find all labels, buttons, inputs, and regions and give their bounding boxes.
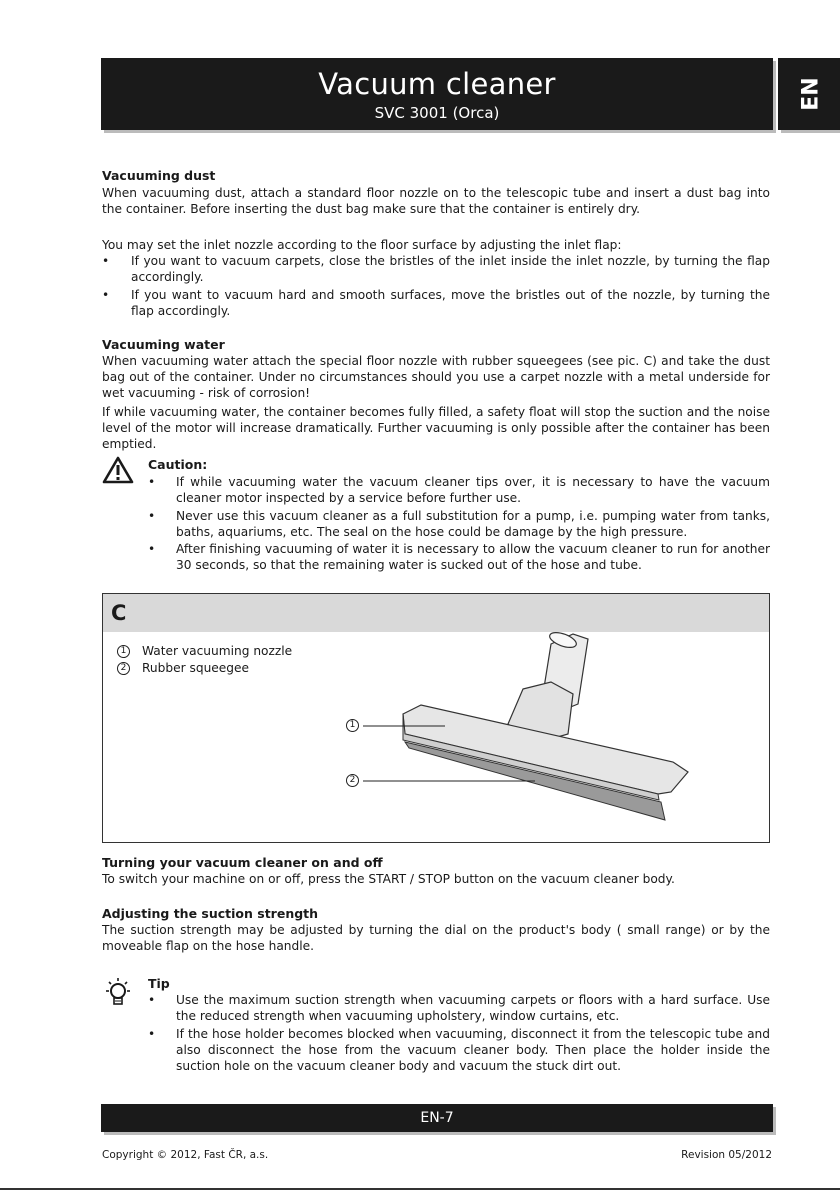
caution-title: Caution: [148, 457, 208, 472]
paragraph: If while vacuuming water, the container becomes fully filled, a safety float will stop the suction and the noise level of the motor will increase dramatically. Further vacuuming is only possible after the container has been emptied. [102, 405, 770, 452]
language-label: EN [798, 77, 824, 111]
section-title-vacuuming-water: Vacuuming water [102, 337, 225, 352]
legend-number: 2 [117, 662, 130, 675]
bullet: • [148, 1027, 156, 1041]
callout-1: 1 [346, 718, 371, 732]
bullet: • [148, 509, 156, 523]
paragraph: To switch your machine on or off, press the START / STOP button on the vacuum cleaner body. [102, 872, 675, 886]
tip-item: • If the hose holder becomes blocked when vacuuming, disconnect it from the telescopic tube and also disconnect the hose from the vacuum cleaner body. Then place the holder inside the suction hole on the vacuum cleaner body and vacuum the stuck dirt out. [148, 1027, 770, 1074]
paragraph: When vacuuming dust, attach a standard floor nozzle on to the telescopic tube and insert a dust bag into the container. Before inserting the dust bag make sure that the container is entirely dry. [102, 186, 770, 217]
copyright: Copyright © 2012, Fast ČR, a.s. [102, 1149, 269, 1161]
bullet: • [102, 254, 110, 268]
page-number: EN-7 [420, 1110, 454, 1126]
bullet: • [102, 288, 110, 302]
model-subtitle: SVC 3001 (Orca) [374, 104, 500, 122]
caution-item: • After finishing vacuuming of water it is necessary to allow the vacuum cleaner to run for another 30 seconds, so that the remaining water is sucked out of the hose and tube. [148, 542, 770, 573]
list-item: • If you want to vacuum carpets, close the bristles of the inlet inside the inlet nozzle, by turning the flap accordingly. [102, 254, 770, 285]
legend-number: 1 [117, 645, 130, 658]
tip-title: Tip [148, 976, 170, 991]
caution-item: • If while vacuuming water the vacuum cleaner tips over, it is necessary to have the vacuum cleaner motor inspected by a service before further use. [148, 475, 770, 506]
revision: Revision 05/2012 [681, 1149, 772, 1161]
section-title-on-off: Turning your vacuum cleaner on and off [102, 855, 383, 870]
legend-item: 2 Rubber squeegee [117, 661, 249, 675]
figure-c [102, 593, 770, 843]
page-title: Vacuum cleaner [318, 67, 556, 101]
bullet: • [148, 475, 156, 489]
tip-item: • Use the maximum suction strength when vacuuming carpets or floors with a hard surface. Use the reduced strength when vacuuming upholstery, window curtains, etc. [148, 993, 770, 1024]
language-tab [778, 58, 840, 130]
figure-label: C [103, 594, 769, 632]
paragraph: The suction strength may be adjusted by turning the dial on the product's body ( small range) or by the moveable flap on the hose handle. [102, 923, 770, 954]
section-title-vacuuming-dust: Vacuuming dust [102, 168, 216, 183]
bullet: • [148, 542, 156, 556]
paragraph: When vacuuming water attach the special floor nozzle with rubber squeegees (see pic. C) and take the dust bag out of the container. Under no circumstances should you use a carpet nozzle with a metal underside for wet vacuuming - risk of corrosion! [102, 354, 770, 401]
section-title-suction: Adjusting the suction strength [102, 906, 319, 921]
caution-item: • Never use this vacuum cleaner as a full substitution for a pump, i.e. pumping water from tanks, baths, aquariums, etc. The seal on the hose could be damage by the high pressure. [148, 509, 770, 540]
paragraph: You may set the inlet nozzle according to the floor surface by adjusting the inlet flap: [102, 238, 622, 252]
lightbulb-icon [102, 976, 134, 1012]
list-item: • If you want to vacuum hard and smooth surfaces, move the bristles out of the nozzle, by turning the flap accordingly. [102, 288, 770, 319]
bullet: • [148, 993, 156, 1007]
page-number-bar [101, 1104, 773, 1132]
title-banner [101, 58, 773, 130]
divider [0, 1188, 840, 1190]
nozzle-illustration [103, 594, 769, 842]
callout-2: 2 [346, 773, 371, 787]
warning-icon [102, 456, 134, 484]
legend-item: 1 Water vacuuming nozzle [117, 644, 292, 658]
